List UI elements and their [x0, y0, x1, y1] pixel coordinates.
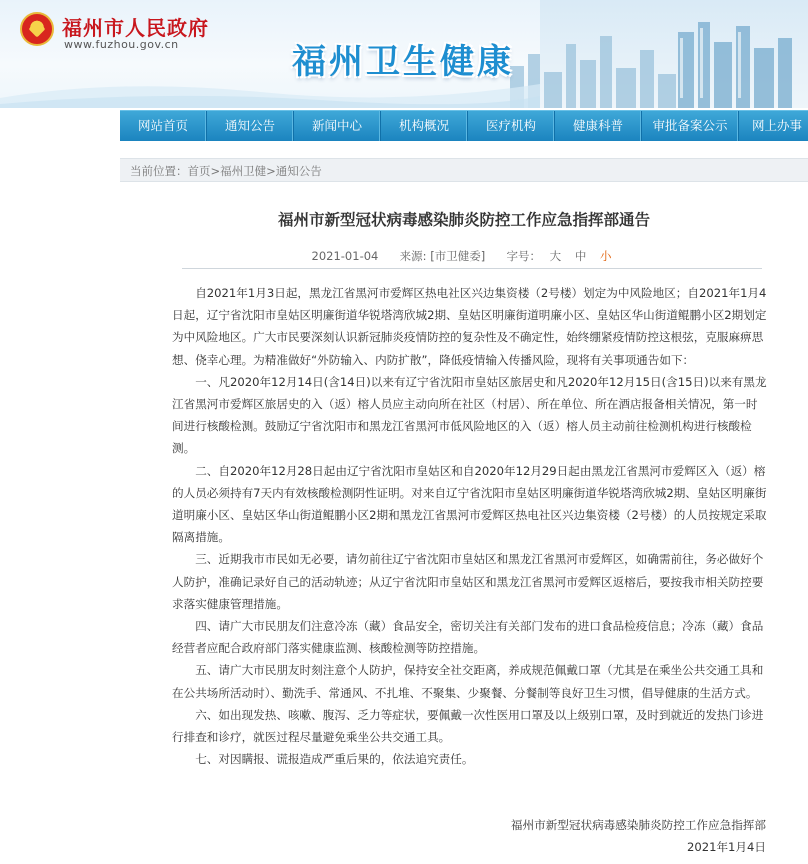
signature-org: 福州市新型冠状病毒感染肺炎防控工作应急指挥部: [510, 818, 766, 832]
font-size-medium-button[interactable]: 中: [574, 249, 587, 263]
source-label: 来源:: [399, 249, 427, 263]
paragraph: 三、近期我市市民如无必要，请勿前往辽宁省沈阳市皇姑区和黑龙江省黑河市爱辉区，如确需前往，务必做好个人防护，准确记录好自己的活动轨迹；从辽宁省沈阳市皇姑区和黑龙江省黑河市爱辉区返榕后，要按我市相关防控要求落实健康管理措施。: [172, 552, 764, 611]
paragraph: 七、对因瞒报、谎报造成严重后果的，依法追究责任。: [195, 752, 474, 767]
signature-date: 2021年1月4日: [686, 840, 766, 854]
nav-item-approval[interactable]: 审批备案公示: [642, 111, 739, 141]
paragraph: 四、请广大市民朋友们注意冷冻（藏）食品安全，密切关注有关部门发布的进口食品检疫信息；冷冻（藏）食品经营者应配合政府部门落实健康监测、核酸检测等防控措施。: [172, 619, 764, 656]
site-header: [0, 0, 808, 108]
signature-block: [511, 814, 766, 858]
site-title[interactable]: 福州卫生健康: [292, 42, 514, 82]
article-body: [172, 282, 767, 770]
breadcrumb-separator: >: [266, 164, 276, 178]
nav-item-notices[interactable]: 通知公告: [207, 111, 294, 141]
nav-item-online[interactable]: 网上办事: [751, 118, 802, 133]
breadcrumb-prefix: 当前位置：: [130, 164, 188, 178]
article-meta: [120, 248, 808, 264]
paragraph: 六、如出现发热、咳嗽、腹泻、乏力等症状，要佩戴一次性医用口罩及以上级别口罩，及时到就近的发热门诊进行排查和诊疗，就医过程尽量避免乘坐公共交通工具。: [172, 707, 764, 745]
nav-item-medical[interactable]: 医疗机构: [468, 111, 555, 141]
nav-item-news[interactable]: 新闻中心: [294, 111, 381, 141]
source-value: [市卫健委]: [430, 249, 486, 263]
national-emblem-icon[interactable]: [20, 12, 54, 46]
publish-date: 2021-01-04: [311, 249, 379, 263]
font-size-small-button[interactable]: 小: [599, 249, 612, 263]
breadcrumb-section[interactable]: 福州卫健: [220, 164, 267, 178]
main-nav: [120, 110, 808, 141]
font-size-label: 字号：: [506, 249, 541, 263]
breadcrumb: [120, 158, 808, 182]
breadcrumb-current[interactable]: 通知公告: [275, 164, 322, 178]
nav-item-about[interactable]: 机构概况: [381, 111, 468, 141]
government-name[interactable]: 福州市人民政府: [62, 16, 209, 40]
city-skyline-illustration: [500, 14, 808, 108]
article-title: 福州市新型冠状病毒感染肺炎防控工作应急指挥部通告: [277, 211, 650, 229]
nav-item-health[interactable]: 健康科普: [555, 111, 642, 141]
breadcrumb-separator: >: [210, 164, 221, 178]
paragraph: 自2021年1月3日起，黑龙江省黑河市爱辉区热电社区兴边集资楼（2号楼）划定为中风险地区；自2021年1月4日起，辽宁省沈阳市皇姑区明廉街道华锐塔湾欣城2期、皇姑区明廉街道明廉小区、皇姑区华山街道鲲鹏小区2期划定为中风险地区。广大市民要深刻认识新冠肺炎疫情防控的复杂性及不确定性，始终绷紧疫情防控这根弦，克服麻痹思想、侥幸心理。为精准做好“外防输入、内防扩散”，降低疫情输入传播风险，现将有关事项通告如下：: [172, 286, 767, 367]
divider: [182, 268, 762, 269]
paragraph: 二、自2020年12月28日起由辽宁省沈阳市皇姑区和自2020年12月29日起由黑龙江省黑河市爱辉区入（返）榕的人员必须持有7天内有效核酸检测阴性证明。对来自辽宁省沈阳市皇姑区明廉街道华锐塔湾欣城2期、皇姑区明廉街道明廉小区、皇姑区华山街道鲲鹏小区2期和黑龙江省黑河市爱辉区热电社区兴边集资楼（2号楼）的人员按规定采取隔离措施。: [172, 463, 767, 545]
breadcrumb-home[interactable]: 首页: [187, 164, 211, 178]
government-url[interactable]: www.fuzhou.gov.cn: [64, 38, 179, 51]
paragraph: 五、请广大市民朋友时刻注意个人防护，保持安全社交距离，养成规范佩戴口罩（尤其是在乘坐公共交通工具和在公共场所活动时）、勤洗手、常通风、不扎堆、不聚集、少聚餐、分餐制等良好卫生习惯，倡导健康的生活方式。: [172, 663, 764, 700]
nav-item-home[interactable]: 网站首页: [120, 111, 207, 141]
paragraph: 一、凡2020年12月14日(含14日)以来有辽宁省沈阳市皇姑区旅居史和凡2020年12月15日(含15日)以来有黑龙江省黑河市爱辉区旅居史的入（返）榕人员应主动向所在社区（村居）、所在单位、所在酒店报备相关情况，第一时间进行核酸检测。鼓励辽宁省沈阳市和黑龙江省黑河市低风险地区的入（返）榕人员主动前往检测机构进行核酸检测。: [172, 374, 767, 456]
font-size-large-button[interactable]: 大: [549, 249, 562, 263]
